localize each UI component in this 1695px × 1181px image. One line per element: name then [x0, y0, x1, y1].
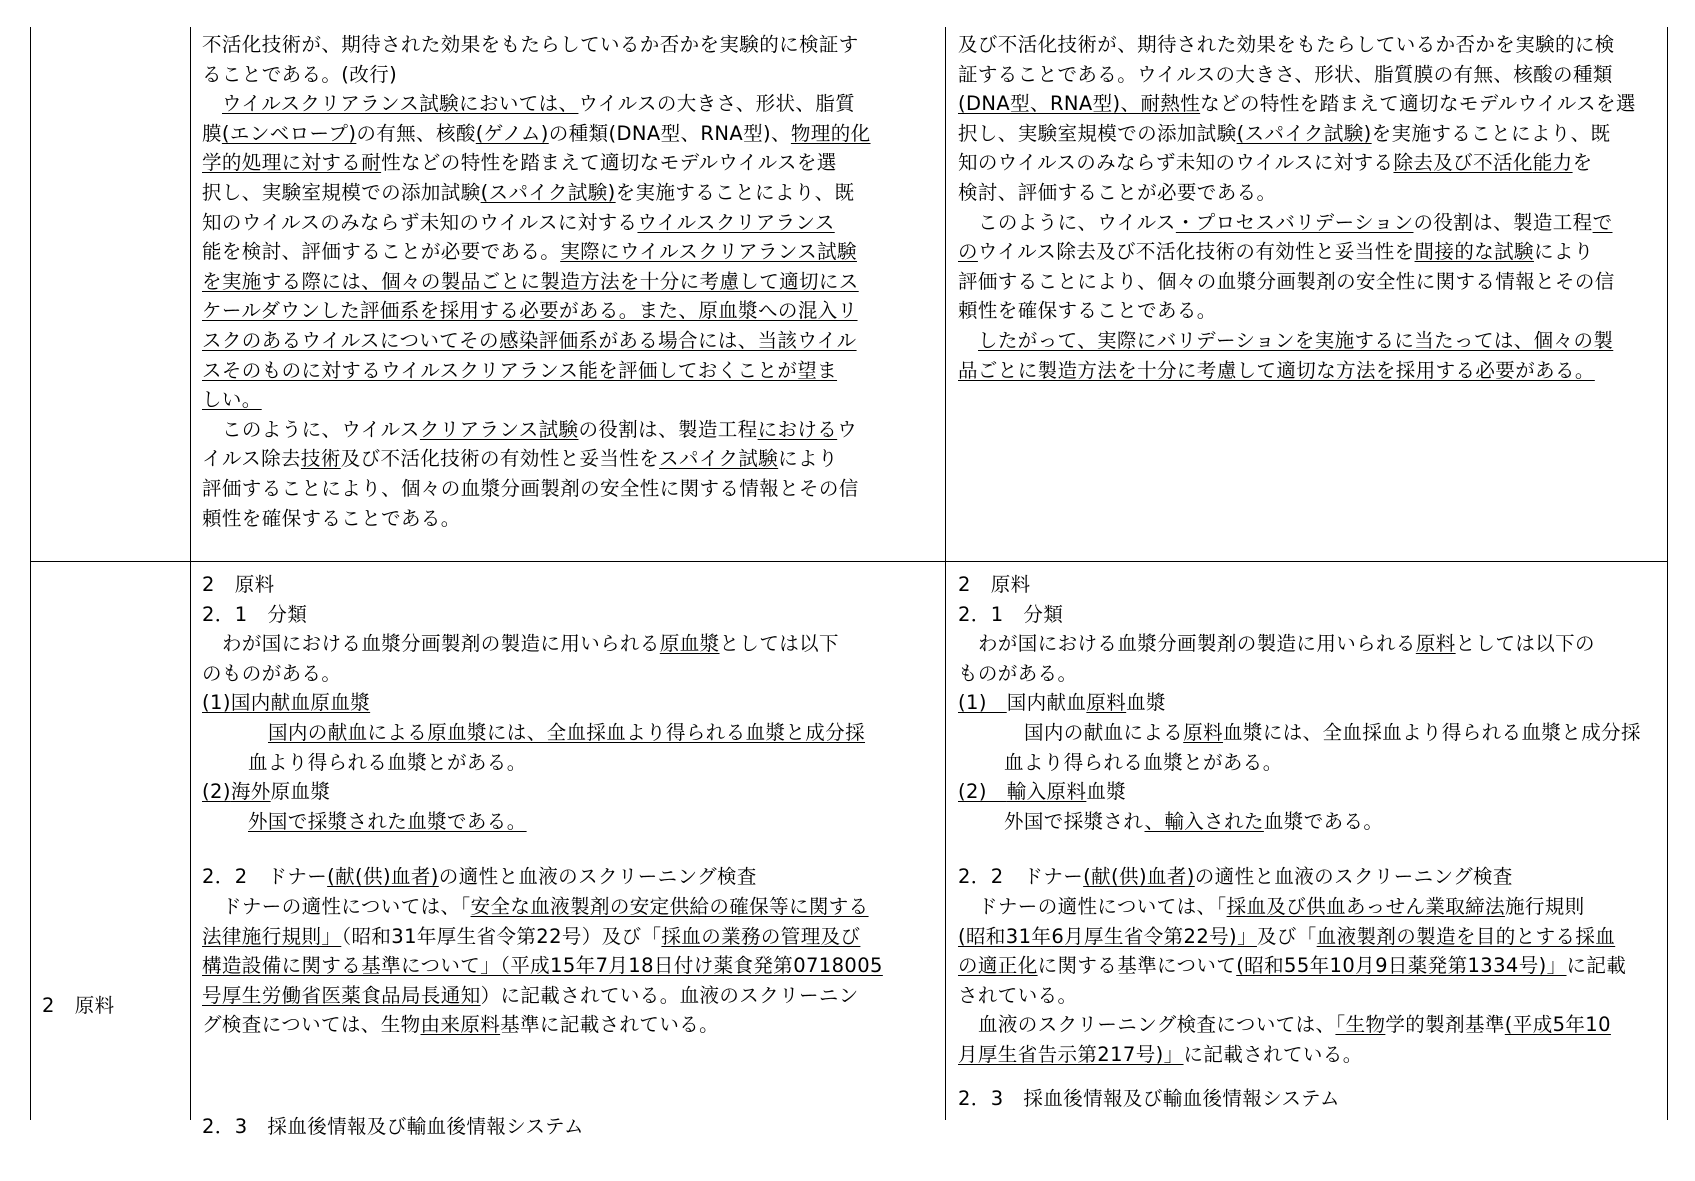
text-run: (エンベロープ): [221, 121, 357, 145]
text-run: の有無、核酸: [356, 121, 476, 145]
text-run: 法律施行規則」: [202, 924, 342, 948]
text-run: 安全な血液製剤の安定供給の確保等に関する: [470, 894, 869, 918]
text-run: を実施することにより、既: [1371, 121, 1611, 145]
text-run: 血漿である。: [1263, 809, 1384, 833]
text-run: このように、ウイルス: [978, 210, 1176, 234]
text-run: (ゲノム): [475, 121, 549, 145]
text-run: 血液製剤の製造を目的とする採血: [1316, 924, 1616, 948]
item1-title: [958, 688, 1641, 718]
text-run: 国内献血: [1006, 691, 1087, 715]
text-run: 頼性を確保することである。: [958, 299, 1217, 323]
text-run: 採血及び供血あっせん業取締法: [1226, 894, 1505, 918]
text-run: ケールダウンした評価系を採用する必要がある。また、原血漿への混入リ: [202, 299, 858, 323]
text-run: 原血漿: [659, 632, 720, 656]
text-run: の種類(DNA型、RNA型)、: [548, 121, 791, 145]
text-run: （昭和31年厚生省令第22号）及び「: [341, 924, 662, 948]
text-line: [958, 119, 1636, 149]
text-run: 海外: [230, 780, 271, 804]
donor-heading: [958, 862, 1641, 892]
text-line: [958, 1040, 1641, 1070]
text-run: のものがある。: [202, 661, 342, 685]
text-run: などの特性を踏まえて適切なモデルウイルスを選: [1200, 92, 1636, 116]
text-line: [248, 718, 883, 748]
text-line: [958, 356, 1636, 386]
text-run: スクのあるウイルスについてその感染評価系がある場合には、当該ウイル: [202, 328, 857, 352]
text-run: を: [1572, 151, 1593, 175]
text-run: 血より得られる血漿とがある。: [1004, 750, 1283, 774]
text-line: [958, 237, 1636, 267]
text-run: (昭和31年: [958, 924, 1052, 948]
text-run: 血より得られる血漿とがある。: [248, 750, 527, 774]
text-run: における: [757, 417, 838, 441]
text-run: スパイク試験: [659, 447, 779, 471]
text-run: の適性と血液のスクリーニング検査: [1194, 865, 1513, 889]
text-line: [202, 267, 871, 297]
text-line: [202, 296, 871, 326]
text-run: 頼性を確保することである。: [202, 506, 461, 530]
text-run: 証することである。ウイルスの大きさ、形状、脂質膜の有無、核酸の種類: [958, 62, 1613, 86]
text-run: で: [1592, 210, 1613, 234]
text-run: (献(供)血者): [327, 865, 439, 889]
text-line: [202, 951, 883, 981]
text-run: 国内献血原血漿: [230, 691, 371, 715]
text-line: [958, 30, 1636, 60]
text-run: の適正化: [958, 954, 1038, 978]
text-run: (スパイク試験): [1236, 121, 1372, 145]
text-run: の役割は、製造工程: [578, 417, 758, 441]
text-line: [202, 444, 871, 474]
text-run: 構造設備に関する基準について」（平成15年7月18日付け薬食発第0718005: [202, 954, 883, 978]
text-run: 国内の献血による: [1024, 720, 1184, 744]
text-run: に記載されている。: [1183, 1042, 1363, 1066]
text-run: としては以下: [719, 632, 839, 656]
column-divider-1: [190, 27, 191, 1120]
text-run: 原料: [1415, 632, 1456, 656]
text-run: (献(供)血者): [1083, 865, 1195, 889]
text-run: 6月: [1051, 924, 1085, 948]
text-line: [958, 60, 1636, 90]
text-run: スそのものに対するウイルスクリアランス能を評価しておくことが望ま: [202, 358, 838, 382]
item1-title: [202, 688, 883, 718]
table-border-left: [30, 27, 31, 1120]
text-line: [202, 60, 871, 90]
text-run: 品ごとに製造方法を十分に考慮して適切な方法を採用する必要がある。: [958, 358, 1595, 382]
text-run: 由来原料: [420, 1013, 501, 1037]
donor-heading: [202, 862, 883, 892]
row1-right-cell: [958, 30, 1636, 385]
text-run: 知のウイルスのみならず未知のウイルスに対する: [202, 210, 638, 234]
classification-paragraph: [958, 629, 1641, 688]
text-line: [202, 922, 883, 952]
text-run: ドナーの適性については、「: [222, 894, 471, 918]
text-run: ものがある。: [958, 661, 1078, 685]
text-run: 実際にウイルスクリアランス試験: [560, 240, 857, 264]
text-run: 知のウイルスのみならず未知のウイルスに対する: [958, 151, 1394, 175]
text-run: 検討、評価することが必要である。: [958, 180, 1277, 204]
text-run: 2．2 ドナー: [958, 865, 1084, 889]
text-run: に記載: [1566, 954, 1627, 978]
text-run: (平成5年10: [1504, 1013, 1611, 1037]
text-run: (DNA型、RNA型)、: [958, 92, 1141, 116]
text-line: [958, 1010, 1641, 1040]
text-line: [958, 267, 1636, 297]
donor-paragraph: [202, 892, 883, 1040]
text-line: [958, 892, 1641, 922]
text-run: ウ: [837, 417, 858, 441]
text-run: 耐熱性: [1140, 92, 1201, 116]
text-line: [202, 504, 871, 534]
text-run: 原料: [1183, 720, 1224, 744]
text-line: [958, 326, 1636, 356]
text-run: 血漿には、全血採血より得られる血漿と成分採: [1223, 720, 1641, 744]
text-run: 外国で採漿され: [1004, 809, 1145, 833]
text-run: 択し、実験室規模での添加試験: [202, 180, 481, 204]
text-run: グ検査については、生物: [202, 1013, 421, 1037]
column-divider-2: [945, 27, 946, 1120]
row-divider: [30, 561, 1668, 562]
text-run: 血漿分画製剤の製造に用いられる: [1117, 632, 1416, 656]
text-line: [202, 474, 871, 504]
text-run: ）に記載されている。血液のスクリーニン: [480, 983, 859, 1007]
text-line: [958, 178, 1636, 208]
text-run: 月厚生省告示第217号)」: [958, 1042, 1184, 1066]
text-run: (2): [958, 780, 1007, 804]
text-run: の適性と血液のスクリーニング検査: [438, 865, 757, 889]
text-run: 採血の業務の管理及び: [661, 924, 861, 948]
text-run: (2): [202, 780, 231, 804]
text-line: [958, 951, 1641, 981]
text-run: に関する基準について: [1037, 954, 1237, 978]
text-run: 輸入: [1006, 780, 1047, 804]
text-run: ることである。(改行): [202, 62, 398, 86]
info-system-heading: 2．3 採血後情報及び輸血後情報システム: [958, 1086, 1340, 1110]
text-line: [958, 148, 1636, 178]
text-line: [202, 89, 871, 119]
text-run: 厚生省令第22号)」: [1084, 924, 1257, 948]
subsection-heading: 2．1 分類: [958, 602, 1064, 626]
text-line: [958, 981, 1641, 1011]
text-run: 、輸入された: [1144, 809, 1264, 833]
text-run: の: [958, 240, 978, 264]
text-line: [202, 30, 871, 60]
text-run: 2．2 ドナー: [202, 865, 328, 889]
text-run: 原料: [1086, 691, 1127, 715]
classification-paragraph: [202, 629, 883, 688]
text-run: ドナーの適性については、「: [978, 894, 1227, 918]
text-run: しい。: [202, 388, 262, 412]
text-run: 国内の献血による原血漿には、全血採血より得られる血漿と成分採: [268, 720, 866, 744]
text-run: 号厚生労働省医薬食品局長通知: [202, 983, 481, 1007]
text-run: 学的処理に対する耐: [202, 151, 382, 175]
text-run: このように、ウイルス: [222, 417, 420, 441]
text-line: [1004, 807, 1641, 837]
text-line: [202, 981, 883, 1011]
text-run: したがって、実際にバリデーションを実施するに当たっては、個々の製: [978, 328, 1614, 352]
info-system-heading: 2．3 採血後情報及び輸血後情報システム: [202, 1114, 584, 1138]
text-run: ウイルスの大きさ、形状、脂質: [578, 92, 856, 116]
text-run: により: [1533, 240, 1594, 264]
text-run: 及び不活化技術が、期待された効果をもたらしているか否かを実験的に検: [958, 33, 1615, 56]
text-run: 血漿: [1126, 691, 1166, 715]
text-run: 原血漿: [270, 780, 331, 804]
text-run: (スパイク試験): [480, 180, 616, 204]
text-line: [1004, 748, 1641, 778]
text-run: イルス除去: [202, 447, 301, 471]
text-run: 評価することにより、個々の血漿分画製剤の安全性に関する情報とその信: [958, 269, 1615, 293]
text-run: ウイルスクリアランス: [637, 210, 835, 234]
text-run: 血漿分画製剤の製造に用いられる: [361, 632, 660, 656]
text-run: 「生物: [1335, 1013, 1386, 1037]
comparison-table: [30, 27, 1668, 1138]
text-line: [202, 385, 871, 415]
text-run: 血液のスクリーニング検査については、: [978, 1013, 1336, 1037]
text-line: [958, 208, 1636, 238]
text-line: [958, 89, 1636, 119]
text-line: [202, 659, 883, 689]
text-line: [202, 119, 871, 149]
text-run: (1): [958, 691, 1007, 715]
row1-left-text: [202, 30, 871, 533]
text-run: 原料: [1046, 780, 1087, 804]
text-run: ウイルスクリアランス試験においては、: [222, 92, 579, 116]
text-line: [958, 659, 1641, 689]
item1-body: [202, 718, 883, 777]
subsection-heading: 2．1 分類: [202, 602, 308, 626]
item2-body: [958, 807, 1641, 837]
text-run: 物理的化: [790, 121, 871, 145]
text-line: [202, 629, 883, 659]
text-line: [202, 237, 871, 267]
section-heading: 2 原料: [958, 573, 1031, 596]
row1-right-text: [958, 30, 1636, 385]
section-heading: 2 原料: [202, 573, 275, 596]
text-line: [248, 807, 883, 837]
text-run: 技術: [300, 447, 341, 471]
item2-body: [202, 807, 883, 837]
text-line: [1004, 718, 1641, 748]
text-run: 膜: [202, 121, 222, 145]
text-run: 外国で採漿された血漿である。: [248, 809, 527, 833]
text-line: [202, 208, 871, 238]
text-line: [202, 326, 871, 356]
text-line: [202, 178, 871, 208]
text-run: 能を検討、評価することが必要である。: [202, 240, 561, 264]
row2-label: 2 原料: [42, 994, 115, 1017]
text-run: わが国における: [222, 632, 362, 656]
text-run: 評価することにより、個々の血漿分画製剤の安全性に関する情報とその信: [202, 476, 859, 500]
table-border-right: [1667, 27, 1668, 1120]
text-run: 除去及び不活化: [1393, 151, 1533, 175]
text-run: 間接的な試験: [1414, 240, 1534, 264]
item2-title: [958, 777, 1641, 807]
row1-left-cell: [202, 30, 871, 533]
text-run: 及び「: [1256, 924, 1317, 948]
donor-paragraph: [958, 892, 1641, 1070]
text-line: [202, 356, 871, 386]
text-run: の役割は、製造工程: [1413, 210, 1593, 234]
text-run: (1): [202, 691, 231, 715]
text-run: 不活化技術が、期待された効果をもたらしているか否かを実験的に検証す: [202, 33, 859, 56]
text-run: 能力: [1532, 151, 1573, 175]
text-run: 択し、実験室規模での添加試験: [958, 121, 1237, 145]
text-run: ウイルス除去及び不活化技術の有効性と妥当性を: [977, 240, 1415, 264]
item2-title: [202, 777, 883, 807]
row2-right-cell: [958, 570, 1641, 1113]
text-run: 及び不活化技術の有効性と妥当性を: [340, 447, 660, 471]
text-run: ・プロセスバリデーション: [1175, 210, 1414, 234]
text-run: を実施する際には、個々の製品ごとに製造方法を十分に考慮して適切にス: [202, 269, 859, 293]
text-line: [202, 415, 871, 445]
text-run: としては以下の: [1455, 632, 1595, 656]
text-line: [958, 296, 1636, 326]
text-run: 施行規則: [1504, 894, 1585, 918]
text-run: 基準に記載されている。: [500, 1013, 720, 1037]
text-line: [202, 892, 883, 922]
text-line: [248, 748, 883, 778]
text-line: [202, 148, 871, 178]
text-run: 性などの特性を踏まえて適切なモデルウイルスを選: [381, 151, 837, 175]
text-run: を実施することにより、既: [615, 180, 855, 204]
text-line: [958, 629, 1641, 659]
row2-left-cell: [202, 570, 883, 1142]
text-run: されている。: [958, 983, 1078, 1007]
item1-body: [958, 718, 1641, 777]
text-run: 学的製剤基準: [1385, 1013, 1505, 1037]
text-run: クリアランス試験: [419, 417, 579, 441]
text-run: (昭和55年10月9日薬発第1334号)」: [1236, 954, 1567, 978]
text-run: により: [778, 447, 838, 471]
text-line: [202, 1010, 883, 1040]
text-line: [958, 922, 1641, 952]
text-run: 血漿: [1086, 780, 1127, 804]
text-run: わが国における: [978, 632, 1118, 656]
